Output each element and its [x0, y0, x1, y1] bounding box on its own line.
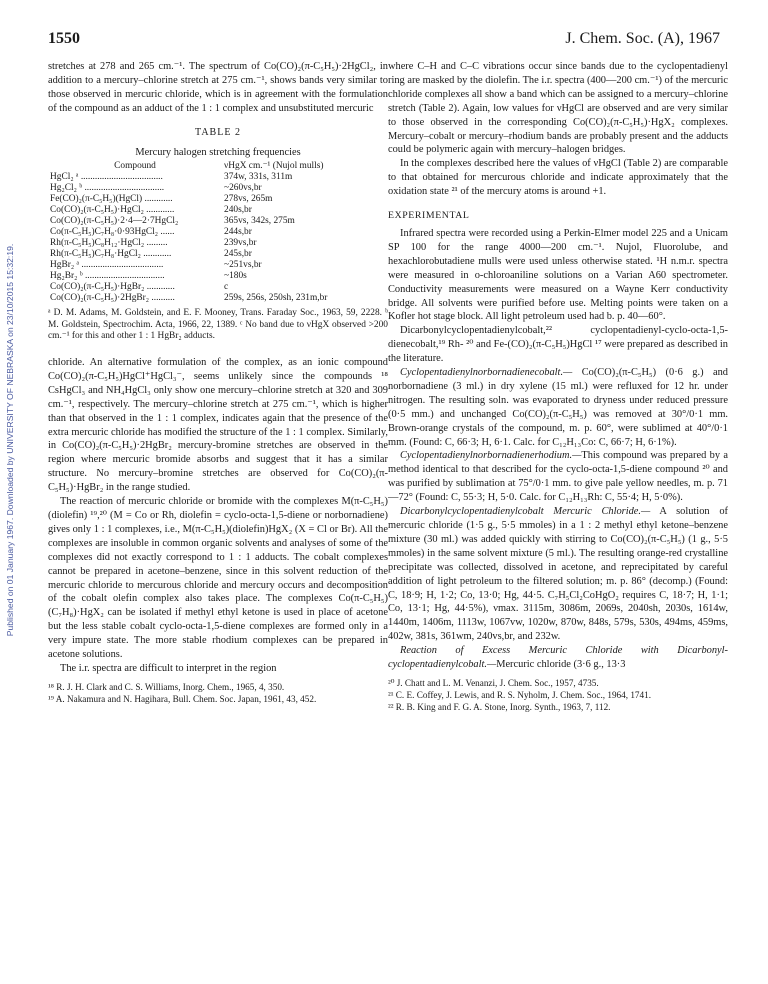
frequency-cell: 240s,br — [224, 205, 252, 216]
frequency-cell: c — [224, 282, 229, 293]
frequency-cell: 259s, 256s, 250sh, 231m,br — [224, 293, 328, 304]
right-references — [388, 678, 728, 713]
compound-cell: Co(π-C₅H₅)C₇H₈·0·93HgCl₂ ...... — [50, 227, 175, 238]
right-paragraph-3: Infrared spectra were recorded using a Perkin-Elmer model 225 and a Unicam SP 100 for the range 4000—200 cm.⁻¹. Nujol, Fluorolube, and hexachlorobutadiene mulls were used unless otherwise stated. ¹H n.m.r. spectra were measured in o-chloroaniline solutions on a Varian A60 spectrometer. Conductivity measurements were measured on a Wayne Kerr conductivity bridge. All solvents were purified before use. Melting points were taken on a Kofler hot stage block. All light petroleum used had b. p. 40—60°. — [388, 227, 728, 323]
compound-cell: Hg₂Br₂ ᵇ .................................. — [50, 271, 165, 282]
page-header — [48, 30, 720, 54]
journal-title: J. Chem. Soc. (A), 1967 — [565, 30, 720, 47]
table-row — [48, 282, 388, 293]
left-paragraph-1: stretches at 278 and 265 cm.⁻¹. The spectrum of Co(CO)₂(π-C₅H₅)·2HgCl₂, in addition to a mercury–chlorine stretch at 275 cm.⁻¹, shows bands very similar to those observed in mercuric chloride, which is in agreement with the formulation of the compound as an adduct of the 1 : 1 complex and unsubstituted mercuric — [48, 61, 388, 114]
paragraph-6-body: This compound was prepared by a method identical to that described for the cyclo-octa-1,5-diene compound ²⁰ and was purified by sublimation at 75°/0·1 mm. to give pale yellow needles, m. p. 71—72° (Found: C, 55·3; H, 5·0. Calc. for C₁₂H₁₃Rh: C, 55·4; H, 5·0%). — [388, 450, 728, 504]
table-2 — [48, 126, 388, 342]
frequency-table — [48, 161, 388, 304]
right-paragraph-1: where C–H and C–C vibrations occur since bands due to the cyclopentadienyl ring are masked by the diolefin. The i.r. spectra (400—200 cm.⁻¹) of the mercuric chloride complexes all show a band which can be assigned to a mercury–chlorine stretch (Table 2). Again, low values for νHgCl are observed and are very similar to those observed in the corresponding Co(CO)₂(π-C₅H₅)·HgX₂ complexes. Mercury–cobalt or mercury–rhodium bands are probably present and the adducts could be polymeric again with mercury–halogen bridges. — [388, 61, 728, 156]
compound-cell: Co(CO)₂(π-C₅H₅)·HgBr₂ ............ — [50, 282, 175, 293]
right-paragraph-2: In the complexes described here the values of νHgCl (Table 2) are comparable to that obtained for mercurous chloride and indicate approximately that the oxidation state ²¹ of the mercury atoms is around +1. — [388, 158, 728, 198]
left-references — [48, 682, 388, 705]
frequency-cell: 244s,br — [224, 227, 252, 238]
table-label: TABLE 2 — [195, 126, 241, 138]
right-column — [388, 60, 728, 714]
page-number: 1550 — [48, 30, 80, 47]
table-row — [48, 227, 388, 238]
right-paragraph-7 — [388, 505, 728, 644]
paragraph-5-body: Co(CO)₂(π-C₅H₅) (0·6 g.) and norbornadiene (3 ml.) in dry xylene (15 ml.) were refluxed for 12 hr. under nitrogen. The resulting soln. was evaporated to dryness under reduced pressure (0·5 mm.) and unchanged Co(CO)₂(π-C₅H₅) was removed at 30°/0·1 mm. Brown-orange crystals of the compound, m. p. 60°, were sublimed at 40°/0·1 mm. (Found: C, 66·3; H, 6·1. Calc. for C₁₂H₁₃Co: C, 66·7; H, 6·1%). — [388, 367, 728, 448]
subheading-norbornadienerhodium: Cyclopentadienylnorbornadienerhodium.— — [400, 450, 582, 462]
table-row — [48, 260, 388, 271]
download-watermark — [2, 80, 18, 800]
reference-20: ²⁰ J. Chatt and L. M. Venanzi, J. Chem. Soc., 1957, 4735. — [388, 677, 599, 688]
frequency-cell: 374w, 331s, 311m — [224, 172, 293, 183]
compound-cell: HgBr₂ ᵃ ................................... — [50, 260, 164, 271]
frequency-cell: ~180s — [224, 271, 247, 282]
left-column — [48, 60, 388, 706]
left-paragraph-4: The i.r. spectra are difficult to interpret in the region — [60, 662, 277, 674]
right-paragraph-4: Dicarbonylcyclopentadienylcobalt,²² cyclopentadienyl-cyclo-octa-1,5-dienecobalt,¹⁹ Rh- ²⁰ and Fe-(CO)₂(π-C₅H₅)HgCl ¹⁷ were prepared as described in the literature. — [388, 325, 728, 365]
col-header-frequency: νHgX cm.⁻¹ (Nujol mulls) — [224, 161, 324, 172]
table-row — [48, 249, 388, 260]
compound-cell: Co(CO)₂(π-C₅H₅)·2HgBr₂ .......... — [50, 293, 175, 304]
compound-cell: Rh(π-C₅H₅)C₈H₁₂·HgCl₂ ......... — [50, 238, 168, 249]
table-row — [48, 172, 388, 183]
table-row — [48, 238, 388, 249]
paragraph-8-body: Mercuric chloride (3·6 g., 13·3 — [496, 659, 626, 671]
subheading-cobalt-mercuric-chloride: Dicarbonylcyclopentadienylcobalt Mercuric Chloride.— — [400, 506, 651, 518]
compound-cell: Co(CO)₂(π-C₅H₅)·HgCl₂ ............ — [50, 205, 175, 216]
frequency-cell: 278vs, 265m — [224, 194, 273, 205]
section-heading-experimental: EXPERIMENTAL — [388, 210, 470, 222]
left-paragraph-3: The reaction of mercuric chloride or bromide with the complexes M(π-C₅H₅)(diolefin) ¹⁹,²⁰ (M = Co or Rh, diolefin = cyclo-octa-1,5-diene or norbornadiene) gives only 1 : 1 complexes, i.e., M(π-C₅H₅)(diolefin)HgX₂ (X = Cl or Br). All the complexes are insoluble in common organic solvents and analyses of some of the complexes did not exactly correspond to 1 : 1 adducts. The cobalt complexes cannot be prepared in acetone–benzene, since in this solvent reduction of the mercuric chloride to mercurous chloride and mercury occurs and decomposition of the cobalt olefin complex also takes place. The complexes Co(π-C₅H₅)(C₇H₈)·HgX₂ can be isolated if methyl ethyl ketone is used in place of acetone but the less stable cobalt cyclo-octa-1,5-diene complexes are formed only in a very impure state. The more stable rhodium complexes can be prepared in acetone solutions. — [48, 496, 388, 661]
subheading-norbornadienecobalt: Cyclopentadienylnorbornadienecobalt.— — [400, 367, 573, 379]
frequency-cell: ~260vs,br — [224, 183, 262, 194]
frequency-cell: ~251vs,br — [224, 260, 262, 271]
right-paragraph-6 — [388, 449, 728, 505]
frequency-cell: 245s,br — [224, 249, 252, 260]
table-row — [48, 183, 388, 194]
download-watermark-text: Published on 01 January 1967. Downloaded by UNIVERSITY OF NEBRASKA on 23/10/2015 15:32:19. — [5, 243, 15, 637]
compound-cell: HgCl₂ ᵃ ................................... — [50, 172, 163, 183]
paragraph-7-body: A solution of mercuric chloride (1·5 g., 5·5 mmoles) in a 1 : 2 methyl ethyl ketone–benzene mixture (30 ml.) was added quickly with stirring to Co(CO)₂(π-C₅H₅) (1 g., 5·5 mmoles) in the same solvent mixture (5 ml.). The resulting orange-red crystalline precipitate was collected, dissolved in acetone, and reprecipitated by careful addition of light petroleum to the filtered solution; m. p. 86° (decomp.) (Found: C, 18·9; H, 1·2; Co, 13·0; Hg, 44·5. C₇H₅Cl₂CoHgO₂ requires C, 18·7; H, 1·1; Co, 13·1; Hg, 44·5%), νmax. 3115m, 3086m, 2069s, 2040sh, 2030s, 1614w, 1440m, 1406m, 1113w, 1067vw, 1020w, 870w, 848s, 579s, 530s, 494ms, 459ms, 402w, 381s, 361wm, 240vs,br, and 232w. — [388, 506, 728, 643]
frequency-cell: 365vs, 342s, 275m — [224, 216, 295, 227]
reference-21: ²¹ C. E. Coffey, J. Lewis, and R. S. Nyholm, J. Chem. Soc., 1964, 1741. — [388, 689, 652, 700]
compound-cell: Co(CO)₂(π-C₅H₅)·2·4—2·7HgCl₂ — [50, 216, 179, 227]
left-paragraph-2: chloride. An alternative formulation of the complex, as an ionic compound Co(CO)₂(π-C₅H₅)HgCl⁺HgCl₃⁻, seems unlikely since the compounds ¹⁸ CsHgCl₃ and NH₄HgCl₃ only show one mercury–chlorine stretch at 320 and 309 cm.⁻¹, respectively. The mercury–chlorine stretch at 275 cm.⁻¹, which is higher than that observed in the 1 : 1 complex, indicates again that the presence of the extra mercuric chloride has modified the structure of the 1 : 1 complex. Similarly, in Co(CO)₂(π-C₅H₅)·2HgBr₂ mercury-bromine stretches are observed in the region where mercuric bromide absorbs and suggest that it has a similar structure. No mercury–bromine stretches are observed for Co(CO)₂(π-C₅H₅)·HgBr₂ in the range studied. — [48, 357, 388, 494]
reference-18: ¹⁸ R. J. H. Clark and C. S. Williams, Inorg. Chem., 1965, 4, 350. — [48, 681, 285, 692]
table-row — [48, 216, 388, 227]
table-row — [48, 271, 388, 282]
frequency-cell: 239vs,br — [224, 238, 257, 249]
subheading-excess-mercuric-chloride: Reaction of Excess Mercuric Chloride with Dicarbonyl-cyclopentadienylcobalt.— — [388, 645, 728, 671]
reference-19: ¹⁹ A. Nakamura and N. Hagihara, Bull. Chem. Soc. Japan, 1961, 43, 452. — [48, 693, 317, 704]
reference-22: ²² R. B. King and F. G. A. Stone, Inorg. Synth., 1963, 7, 112. — [388, 701, 611, 712]
table-title: Mercury halogen stretching frequencies — [135, 146, 301, 158]
compound-cell: Hg₂Cl₂ ᵇ .................................. — [50, 183, 165, 194]
right-paragraph-8 — [388, 644, 728, 672]
table-row — [48, 194, 388, 205]
right-paragraph-5 — [388, 366, 728, 449]
table-row — [48, 293, 388, 304]
table-footnotes: ᵃ D. M. Adams, M. Goldstein, and E. F. Mooney, Trans. Faraday Soc., 1963, 59, 2228. ᵇ M. Goldstein, Spectrochim. Acta, 1966, 22, 1389. ᶜ No band due to νHgX observed >200 cm.⁻¹ for this and other 1 : 1 HgBr₂ adducts. — [48, 308, 388, 341]
table-header-row — [48, 161, 388, 172]
compound-cell: Fe(CO)₂(π-C₅H₅)(HgCl) ............ — [50, 194, 173, 205]
compound-cell: Rh(π-C₅H₅)C₇H₈·HgCl₂ ............ — [50, 249, 172, 260]
table-row — [48, 205, 388, 216]
col-header-compound: Compound — [114, 161, 156, 172]
